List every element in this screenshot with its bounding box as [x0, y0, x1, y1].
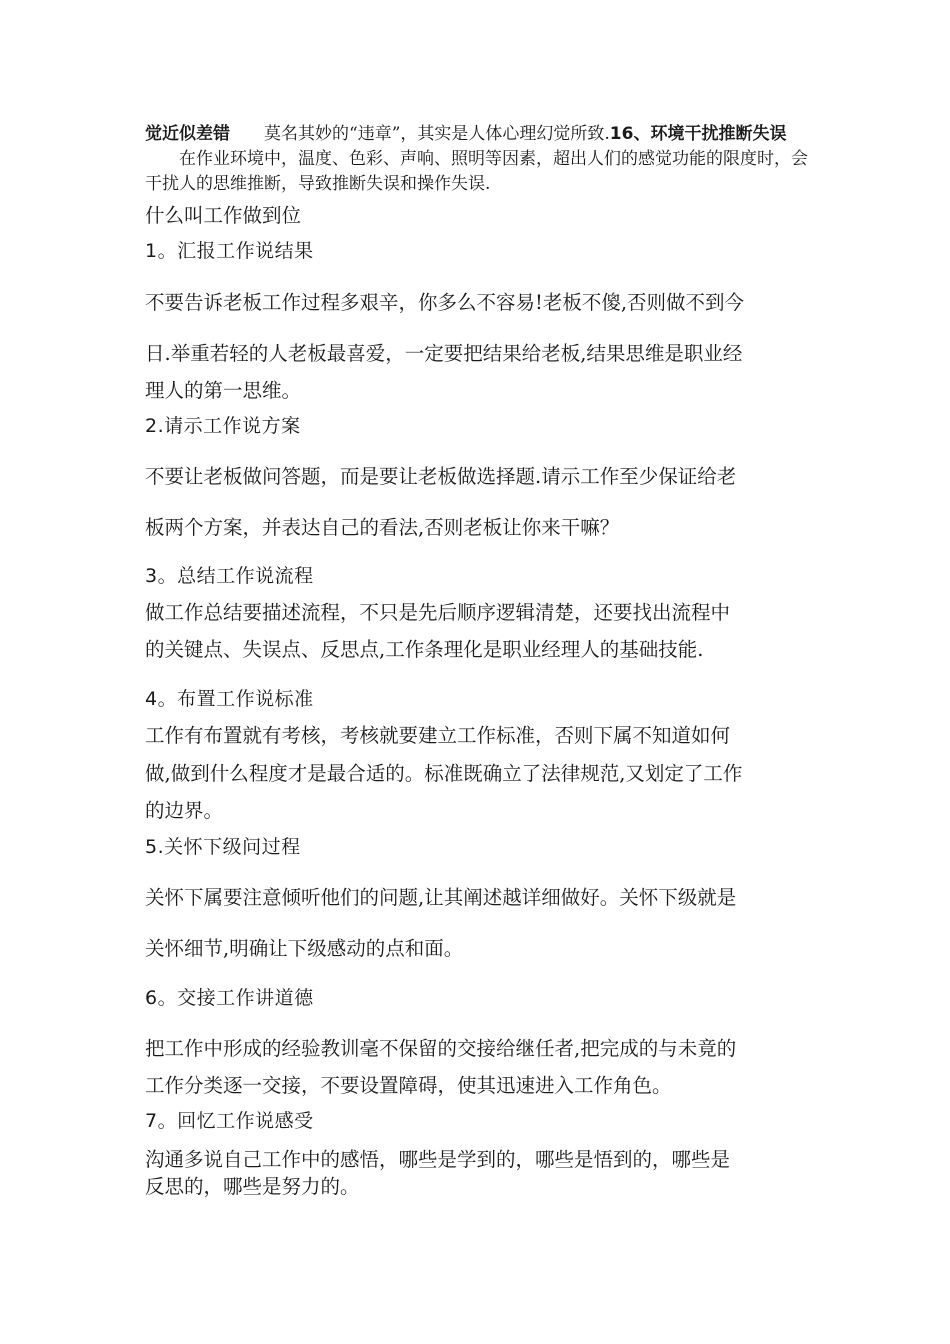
section-1-heading: 1。汇报工作说结果	[145, 240, 314, 262]
section-6-heading: 6。交接工作讲道德	[145, 987, 314, 1009]
section-5-heading: 5.关怀下级问过程	[145, 836, 301, 858]
section-4-line-2: 做,做到什么程度才是最合适的。标准既确立了法律规范,又划定了工作	[145, 762, 743, 785]
section-2-line-1: 不要让老板做问答题，而是要让老板做选择题.请示工作至少保证给老	[145, 465, 737, 488]
section-7-line-2: 反思的，哪些是努力的。	[145, 1175, 360, 1198]
section-3-heading: 3。总结工作说流程	[145, 565, 314, 587]
intro-bold-term-1: 觉近似差错	[145, 124, 230, 144]
section-4-line-3: 的边界。	[145, 799, 224, 822]
section-1-line-3: 理人的第一思维。	[145, 379, 302, 402]
section-7-line-1: 沟通多说自己工作中的感悟，哪些是学到的，哪些是悟到的，哪些是	[145, 1148, 731, 1171]
section-2-heading: 2.请示工作说方案	[145, 415, 301, 437]
intro-text-1: 莫名其妙的“违章”，其实是人体心理幻觉所致.	[264, 124, 610, 144]
page-title: 什么叫工作做到位	[145, 204, 302, 227]
section-3-line-1: 做工作总结要描述流程，不只是先后顺序逻辑清楚，还要找出流程中	[145, 601, 731, 624]
section-6-line-2: 工作分类逐一交接，不要设置障碍，使其迅速进入工作角色。	[145, 1074, 672, 1097]
section-5-line-2: 关怀细节,明确让下级感动的点和面。	[145, 937, 464, 960]
intro-paragraph	[145, 122, 815, 197]
intro-text-2: 在作业环境中，温度、色彩、声响、照明等因素，超出人们的感觉功能的限度时，会干扰人的思维推断，导致推断失误和操作失误.	[145, 149, 808, 194]
section-2-line-2: 板两个方案，并表达自己的看法,否则老板让你来干嘛？	[145, 516, 620, 539]
section-1-line-2: 日.举重若轻的人老板最喜爱，一定要把结果给老板,结果思维是职业经	[145, 342, 743, 365]
section-1-line-1: 不要告诉老板工作过程多艰辛，你多么不容易!老板不傻,否则做不到今	[145, 291, 745, 314]
section-7-heading: 7。回忆工作说感受	[145, 1110, 314, 1132]
section-3-line-2: 的关键点、失误点、反思点,工作条理化是职业经理人的基础技能.	[145, 638, 704, 661]
section-4-line-1: 工作有布置就有考核，考核就要建立工作标准，否则下属不知道如何	[145, 724, 731, 747]
section-4-heading: 4。布置工作说标准	[145, 688, 314, 710]
intro-bold-term-2: 16、环境干扰推断失误	[609, 124, 787, 144]
section-5-line-1: 关怀下属要注意倾听他们的问题,让其阐述越详细做好。关怀下级就是	[145, 886, 737, 909]
section-6-line-1: 把工作中形成的经验教训毫不保留的交接给继任者,把完成的与未竟的	[145, 1037, 737, 1060]
